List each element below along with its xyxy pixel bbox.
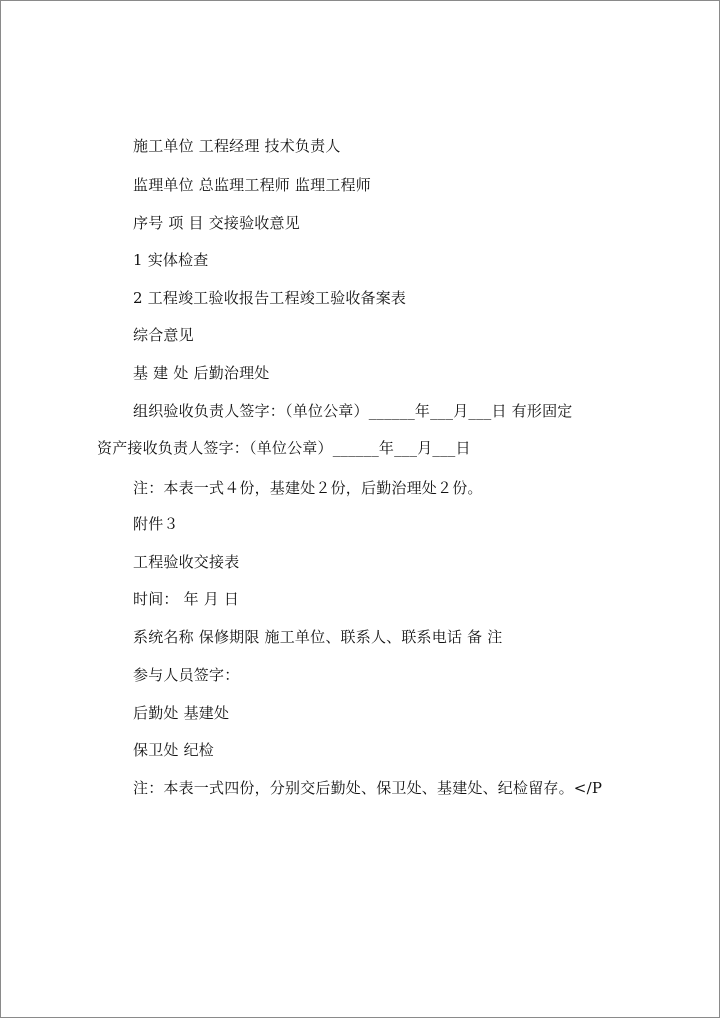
text-line-note-1: 注：本表一式４份，基建处２份，后勤治理处２份。 (133, 479, 483, 497)
text-line-date: 时间： 年 月 日 (133, 590, 240, 608)
text-line-construction-unit: 施工单位 工程经理 技术负责人 (133, 137, 341, 155)
text-line-security-discipline: 保卫处 纪检 (133, 741, 214, 759)
document-body (1, 1, 719, 1017)
text-line-departments: 基 建 处 后勤治理处 (133, 364, 270, 382)
text-line-handover-form-title: 工程验收交接表 (133, 553, 240, 571)
text-line-overall-opinion: 综合意见 (133, 326, 194, 344)
text-line-receiver-signature: 资产接收负责人签字：（单位公章）______年___月___日 (97, 439, 471, 457)
text-line-participants-signature: 参与人员签字： (133, 666, 240, 684)
text-line-table-header: 序号 项 目 交接验收意见 (133, 214, 300, 232)
text-line-item-2: 2 工程竣工验收报告工程竣工验收备案表 (133, 289, 407, 307)
text-line-attachment-3: 附件３ (133, 515, 179, 533)
text-line-organizer-signature: 组织验收负责人签字：（单位公章）______年___月___日 有形固定 (133, 402, 573, 420)
text-line-supervision-unit: 监理单位 总监理工程师 监理工程师 (133, 176, 371, 194)
text-line-item-1: 1 实体检查 (133, 251, 209, 269)
text-line-system-columns: 系统名称 保修期限 施工单位、联系人、联系电话 备 注 (133, 628, 503, 646)
text-line-note-2: 注：本表一式四份，分别交后勤处、保卫处、基建处、纪检留存。</P (133, 779, 603, 797)
text-line-logistics-construction: 后勤处 基建处 (133, 704, 230, 722)
